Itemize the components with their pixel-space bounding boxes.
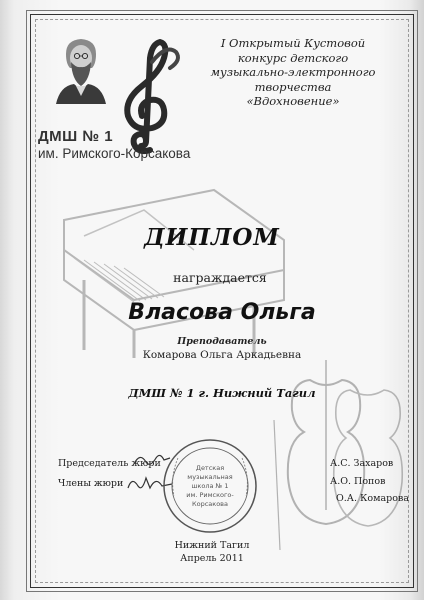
- competition-title-line: творчества: [254, 79, 332, 94]
- school-stamp-image: [160, 436, 260, 536]
- stamp-text: школа № 1: [191, 482, 229, 490]
- competition-title-line: «Вдохновение»: [246, 94, 340, 108]
- school-city: ДМШ № 1 г. Нижний Тагил: [128, 386, 316, 400]
- teacher-name: Комарова Ольга Аркадьевна: [142, 349, 302, 361]
- stamp-text: Детская: [195, 464, 225, 472]
- competition-title-line: конкурс детского: [237, 50, 349, 65]
- jury-chair-name: А.С. Захаров: [330, 458, 394, 469]
- stamp-text: Корсакова: [192, 500, 228, 508]
- jury-members-label: Члены жюри: [58, 478, 124, 489]
- awarded-text: награждается: [173, 270, 267, 285]
- jury-member-name: А.О. Попов: [330, 476, 386, 487]
- stamp-text: им. Римского-: [186, 491, 234, 499]
- diploma-heading: ДИПЛОМ: [144, 224, 280, 251]
- composer-portrait-image: [52, 34, 110, 104]
- recipient-name: Власова Ольга: [128, 300, 316, 325]
- teacher-label: Преподаватель: [177, 336, 267, 347]
- school-name: [38, 128, 218, 161]
- footer-city: Нижний Тагил: [174, 540, 250, 551]
- footer-date: Апрель 2011: [180, 553, 244, 564]
- stamp-text: музыкальная: [187, 473, 233, 481]
- competition-title-line: I Открытый Кустовой: [220, 36, 366, 50]
- school-number: ДМШ № 1: [38, 128, 114, 145]
- jury-chair-label: Председатель жюри: [58, 458, 161, 469]
- competition-title-line: музыкально-электронного: [210, 65, 376, 79]
- jury-member-name: О.А. Комарова: [336, 493, 409, 504]
- school-honorific: им. Римского-Корсакова: [38, 146, 191, 161]
- competition-title: [188, 36, 398, 109]
